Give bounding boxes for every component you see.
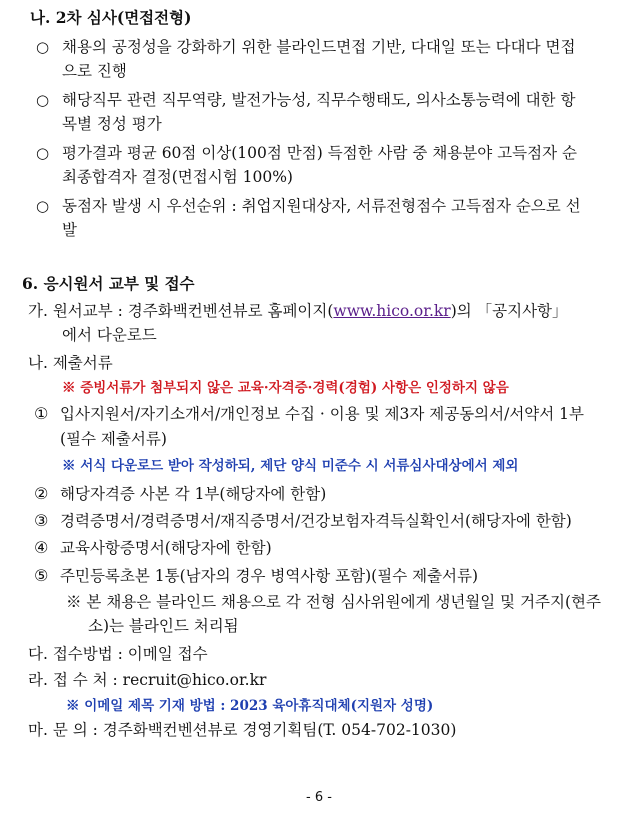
circled-number-4: ④	[34, 538, 49, 557]
bullet-item	[36, 196, 581, 216]
distribution-item: 가. 원서교부 : 경주화백컨벤션뷰로 홈페이지(www.hico.or.kr)의 「공지사항」	[28, 302, 568, 320]
bullet-text-continued: 목별 정성 평가	[62, 115, 162, 133]
bullet-item	[36, 37, 575, 57]
documents-warning-note: ※ 증빙서류가 첨부되지 않은 교육·자격증·경력(경험) 사항은 인정하지 않음	[62, 380, 509, 396]
document-item-5: ⑤ 주민등록초본 1통(남자의 경우 병역사항 포함)(필수 제출서류)	[34, 566, 479, 585]
email-subject-note: ※ 이메일 제목 기재 방법 : 2023 육아휴직대체(지원자 성명)	[66, 698, 434, 714]
circled-number-1: ①	[34, 404, 49, 423]
document-item-3: ③ 경력증명서/경력증명서/재직증명서/건강보험자격득실확인서(해당자에 한함)	[34, 511, 572, 530]
section-heading-application: 6. 응시원서 교부 및 접수	[22, 274, 195, 293]
circled-number-5: ⑤	[34, 566, 49, 585]
document-item-1-continued: (필수 제출서류)	[60, 430, 167, 448]
blind-recruitment-note: ※ 본 채용은 블라인드 채용으로 각 전형 심사위원에게 생년월일 및 거주지(현주	[66, 593, 601, 611]
bullet-text: 해당직무 관련 직무역량, 발전가능성, 직무수행태도, 의사소통능력에 대한 항	[62, 91, 576, 109]
circled-number-3: ③	[34, 511, 49, 530]
blind-recruitment-note-continued: 소)는 블라인드 처리됨	[88, 617, 239, 635]
bullet-text-continued: 발	[62, 221, 77, 239]
section-heading-interview: 나. 2차 심사(면접전형)	[30, 8, 192, 27]
submission-method: 다. 접수방법 : 이메일 접수	[28, 645, 208, 663]
document-item-4: ④ 교육사항증명서(해당자에 한함)	[34, 538, 272, 557]
bullet-circle-icon: ○	[36, 38, 50, 56]
bullet-text-continued: 최종합격자 결정(면접시험 100%)	[62, 168, 293, 186]
bullet-item	[36, 143, 577, 163]
bullet-circle-icon: ○	[36, 144, 50, 162]
documents-heading: 나. 제출서류	[28, 354, 113, 372]
document-item-1: ① 입사지원서/자기소개서/개인정보 수집 · 이용 및 제3자 제공동의서/서약서 1부	[34, 404, 584, 423]
bullet-circle-icon: ○	[36, 91, 50, 109]
homepage-link[interactable]: www.hico.or.kr	[333, 302, 451, 320]
bullet-text: 채용의 공정성을 강화하기 위한 블라인드면접 기반, 다대일 또는 다대다 면접	[62, 38, 576, 56]
bullet-circle-icon: ○	[36, 197, 50, 215]
document-item-2: ② 해당자격증 사본 각 1부(해당자에 한함)	[34, 484, 327, 503]
bullet-text-continued: 으로 진행	[62, 62, 127, 80]
contact-info: 마. 문 의 : 경주화백컨벤션뷰로 경영기획팀(T. 054-702-1030)	[28, 721, 457, 739]
page-number: - 6 -	[306, 790, 332, 805]
circled-number-2: ②	[34, 484, 49, 503]
bullet-text: 동점자 발생 시 우선순위 : 취업지원대상자, 서류전형점수 고득점자 순으로 선	[62, 197, 581, 215]
form-download-note: ※ 서식 다운로드 받아 작성하되, 제단 양식 미준수 시 서류심사대상에서 제외	[62, 458, 519, 474]
distribution-item-continued: 에서 다운로드	[62, 326, 157, 344]
bullet-text: 평가결과 평균 60점 이상(100점 만점) 득점한 사람 중 채용분야 고득점자 순	[62, 144, 577, 162]
bullet-item	[36, 90, 575, 110]
submission-address: 라. 접 수 처 : recruit@hico.or.kr	[28, 671, 267, 689]
